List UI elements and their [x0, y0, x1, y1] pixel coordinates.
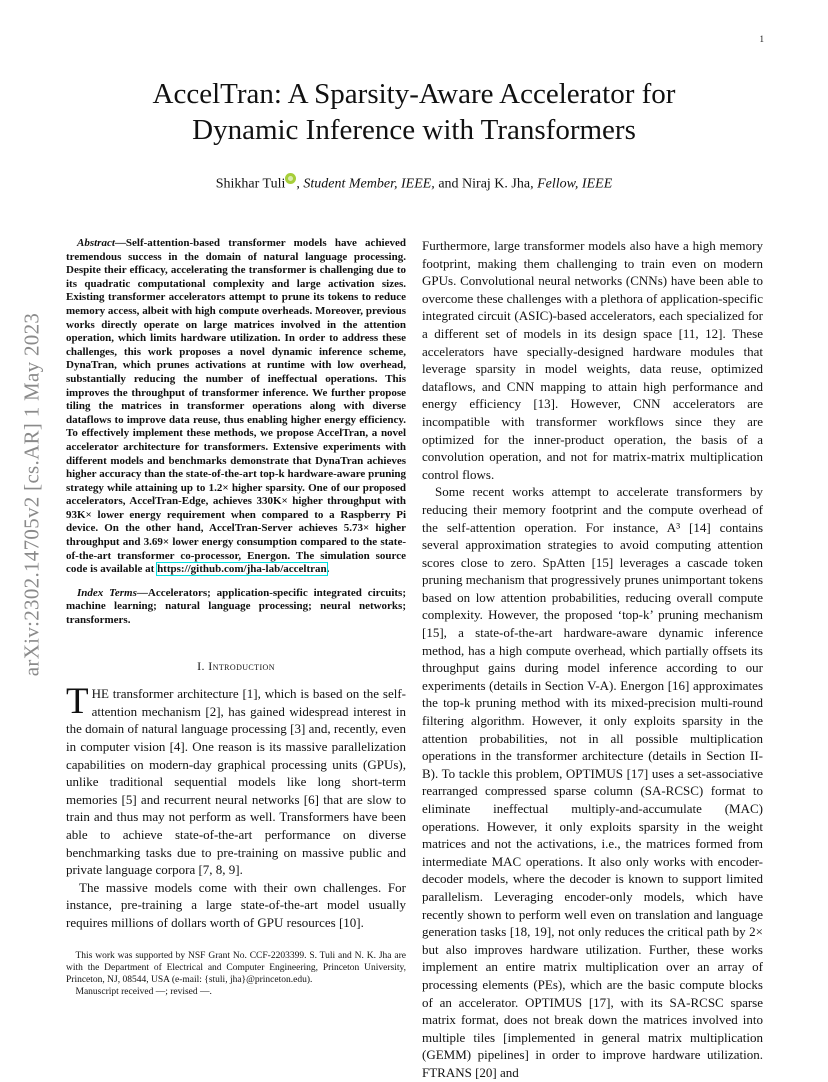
footnote-manuscript: Manuscript received —; revised —.: [75, 986, 212, 997]
drop-cap: T: [66, 681, 89, 723]
right-paragraph-1: Furthermore, large transformer models also have a high memory footprint, making them challenging to train even on modern GPUs. Convolutional neural networks (CNNs) have been able to overcome these challenges with a plethora of application-specific integrated circuit (ASIC)-based accelerators, each specialized for a different set of models in its design space [11, 12]. These accelerators have specially-designed hardware modules that leverage sparsity in model weights, data reuse, optimized dataflows, and CNN mapping to attain high performance and energy efficiency [13]. However, CNN accelerators are incompatible with transformer workflows since they are optimized for the inner-product operation, the basis of a convolution operation, and not for matrix-matrix multiplication control flows.: [422, 238, 763, 482]
title-line-2: Dynamic Inference with Transformers: [192, 114, 636, 146]
index-terms: [66, 587, 406, 628]
index-terms-label: Index Terms: [77, 586, 137, 599]
section-heading: I. Introduction: [197, 658, 275, 673]
author-affiliation-1: Student Member, IEEE,: [303, 176, 435, 192]
author-affiliation-2: Fellow, IEEE: [537, 176, 613, 192]
abstract-label: Abstract: [77, 237, 115, 249]
intro-paragraph-1: [66, 681, 406, 879]
author-name-2: Niraj K. Jha,: [462, 176, 534, 192]
footnote-funding: This work was supported by NSF Grant No. CCF-2203399. S. Tuli and N. K. Jha are with the Department of Electrical and Computer Engineering, Princeton University, Princeton, NJ, 08544, USA (e-mail: {stuli, jha}@princeton.edu).: [66, 950, 406, 985]
left-column: [66, 237, 406, 998]
arxiv-stamp: arXiv:2302.14705v2 [cs.AR] 1 May 2023: [19, 312, 44, 677]
intro-paragraph-1-text: HE transformer architecture [1], which is based on the self-attention mechanism [2], has gained widespread interest in the domain of natural language processing [3] and, recently, even in computer vision [4]. One reason is its massive parallelization capabilities on modern-day graphical processing units (GPUs), unlike traditional sequential models like long short-term memories [5] and recurrent neural networks [6] that are slow to train and thus may not perform as well. Transformers have been able to achieve state-of-the-art performance on diverse benchmarking tasks due to pre-training on massive public and private language corpora [7, 8, 9].: [66, 686, 406, 878]
page-number: 1: [759, 34, 764, 44]
title-line-1: AccelTran: A Sparsity-Aware Accelerator for: [152, 78, 676, 110]
paper-title: [80, 76, 748, 148]
abstract: [66, 237, 406, 577]
right-column: [422, 237, 763, 1082]
right-paragraph-2: Some recent works attempt to accelerate transformers by reducing their memory footprint and the compute overhead of the self-attention operation. For instance, A³ [14] contains several approximation strategies to avoid computing attention scores close to zero. SpAtten [15] leverages a cascade token pruning mechanism that progressively prunes unimportant tokens based on low attention probabilities, reducing overall compute complexity. However, the proposed ‘top-k’ pruning mechanism [15], a state-of-the-art hardware-aware dynamic inference method, has a high compute overhead, which partially offsets its throughput gains during model inference according to our experiments (details in Section V-A). Energon [16] approximates the top-k pruning method with its mixed-precision multi-round filtering algorithm. However, it only exploits sparsity in the attention probabilities, not in all possible multiplication operations in the transformer architecture (details in Section II-B). To tackle this problem, OPTIMUS [17] uses a set-associative rearranged compressed sparse column (SA-RCSC) format to eliminate ineffectual multiply-and-accumulate (MAC) operations. However, it only exploits sparsity in the weight matrices and not the activations, i.e., the matrices formed from intermediate MAC operations. It also only works with encoder-decoder models, where the decoder is known to support limited parallelism. Leveraging encoder-only models, which have recently shown to perform well even on translation and language generation tasks [18, 19], not only reduces the critical path by 2× but also improves hardware utilization. Further, these works implement an entire matrix multiplication over an array of processing elements (PEs), which are the basic compute blocks of an accelerator. OPTIMUS [17], with its SA-RCSC sparse matrix format, does not break down the matrices involved into multiple tiles [implemented in general matrix multiplication (GEMM) pipelines] in order to improve hardware utilization. FTRANS [20] and: [422, 484, 763, 1080]
source-code-link[interactable]: https://github.com/jha-lab/acceltran: [157, 563, 327, 576]
intro-paragraph-2: The massive models come with their own challenges. For instance, pre-training a large state-of-the-art model usually requires millions of dollars worth of GPU resources [10].: [66, 879, 406, 930]
index-terms-text: —Accelerators; application-specific integrated circuits; machine learning; natural language processing; neural networks; transformers.: [66, 586, 406, 627]
abstract-text: —Self-attention-based transformer models have achieved tremendous success in the domain of natural language processing. Despite their efficacy, accelerating the transformer is challenging due to its quadratic computational complexity and large activation sizes. Existing transformer accelerators attempt to prune its tokens to reduce memory access, albeit with high compute overheads. Moreover, previous works directly operate on large matrices involved in the attention operation, which limits hardware utilization. In order to address these challenges, this work proposes a novel dynamic inference scheme, DynaTran, which prunes activations at runtime with low overhead, substantially reducing the number of ineffectual operations. This improves the throughput of transformer inference. We further propose tiling the matrices in transformer operations along with diverse dataflows to improve data reuse, thus enabling higher energy efficiency. To effectively implement these methods, we propose AccelTran, a novel accelerator architecture for transformers. Extensive experiments with different models and benchmarks demonstrate that DynaTran achieves higher accuracy than the state-of-the-art top-k hardware-aware pruning strategy while attaining up to 1.2× higher sparsity. One of our proposed accelerators, AccelTran-Edge, achieves 330K× higher throughput with 93K× lower energy requirement when compared to a Raspberry Pi device. On the other hand, AccelTran-Server achieves 5.73× higher throughput and 3.69× lower energy consumption compared to the state-of-the-art transformer co-processor, Energon. The simulation source code is available at: [66, 237, 406, 576]
author-joiner: and: [438, 176, 459, 192]
footnote: [66, 950, 406, 998]
author-line: Shikhar Tuli , Student Member, IEEE, and Niraj K. Jha, Fellow, IEEE: [80, 171, 748, 193]
orcid-icon[interactable]: [285, 173, 296, 184]
author-name-1: Shikhar Tuli: [215, 176, 286, 192]
abstract-end: .: [326, 563, 330, 576]
